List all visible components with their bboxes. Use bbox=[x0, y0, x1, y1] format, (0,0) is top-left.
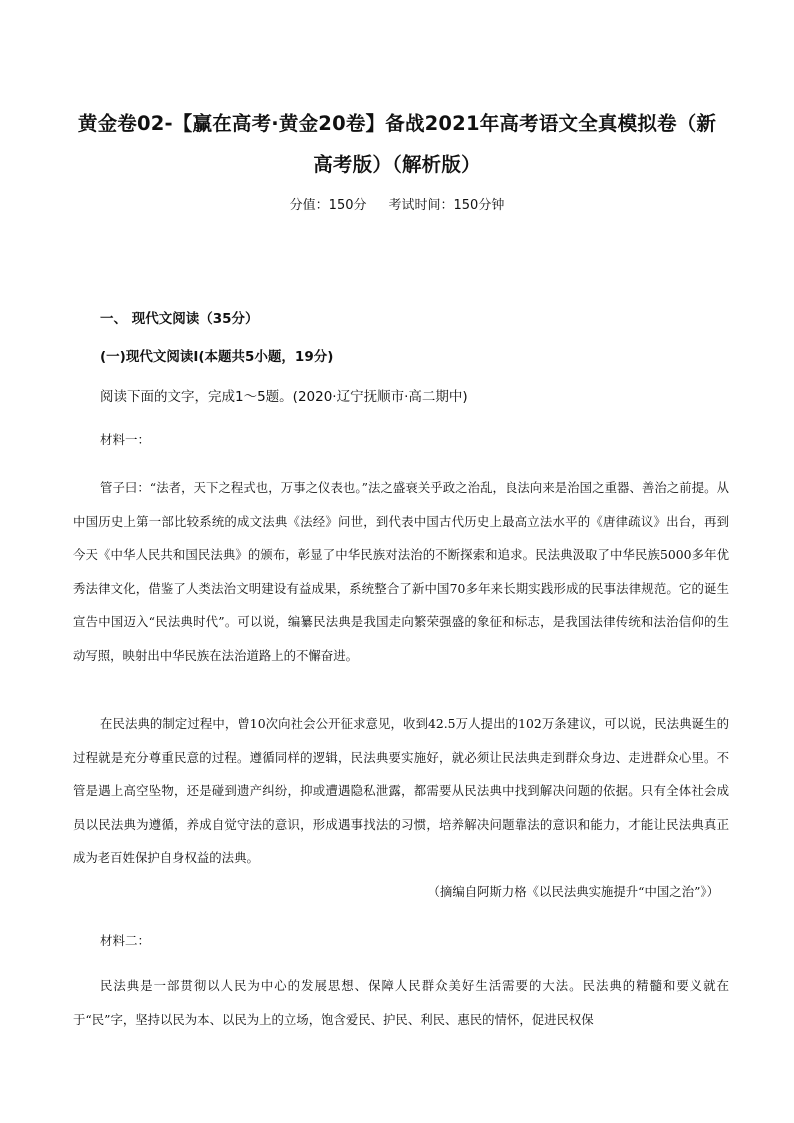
document-title-line-1: 黄金卷02-【赢在高考·黄金20卷】备战2021年高考语文全真模拟卷（新 bbox=[77, 112, 717, 135]
section-heading: 一、 现代文阅读（35分） bbox=[100, 311, 259, 327]
material-one-source: （摘编自阿斯力格《以民法典实施提升“中国之治”》） bbox=[427, 884, 719, 899]
material-two-paragraph-1: 民法典是一部贯彻以人民为中心的发展思想、保障人民群众美好生活需要的大法。民法典的精髓和要义就在于“民”字，坚持以民为本、以民为上的立场，饱含爱民、护民、利民、惠民的情怀，促进民权保 bbox=[73, 978, 729, 1027]
exam-score: 分值：150分 bbox=[289, 198, 367, 213]
exam-meta bbox=[0, 196, 794, 216]
exam-time: 考试时间：150分钟 bbox=[388, 198, 505, 213]
material-two-label: 材料二： bbox=[100, 933, 151, 948]
material-one-paragraph-1: 管子曰：“法者，天下之程式也，万事之仪表也。”法之盛衰关乎政之治乱，良法向来是治国之重器、善治之前提。从中国历史上第一部比较系统的成文法典《法经》问世，到代表中国古代历史上最高立法水平的《唐律疏议》出台，再到今天《中华人民共和国民法典》的颁布，彰显了中华民族对法治的不断探索和追求。民法典汲取了中华民族5000多年优秀法律文化，借鉴了人类法治文明建设有益成果，系统整合了新中国70多年来长期实践形成的民事法律规范。它的诞生宣告中国迈入“民法典时代”。可以说，编纂民法典是我国走向繁荣强盛的象征和标志，是我国法律传统和法治信仰的生动写照，映射出中华民族在法治道路上的不懈奋进。 bbox=[73, 480, 729, 663]
subsection-heading: (一)现代文阅读Ⅰ(本题共5小题，19分) bbox=[100, 349, 334, 365]
document-title bbox=[62, 103, 732, 185]
material-one-paragraph-2: 在民法典的制定过程中，曾10次向社会公开征求意见，收到42.5万人提出的102万条建议，可以说，民法典诞生的过程就是充分尊重民意的过程。遵循同样的逻辑，民法典要实施好，就必须让民法典走到群众身边、走进群众心里。不管是遇上高空坠物，还是碰到遗产纠纷，抑或遭遇隐私泄露，都需要从民法典中找到解决问题的依据。只有全体社会成员以民法典为遵循，养成自觉守法的意识，形成遇事找法的习惯，培养解决问题靠法的意识和能力，才能让民法典真正成为老百姓保护自身权益的法典。 bbox=[73, 716, 729, 865]
reading-instruction: 阅读下面的文字，完成1～5题。(2020·辽宁抚顺市·高二期中) bbox=[100, 389, 468, 405]
material-one-label: 材料一： bbox=[100, 432, 151, 447]
document-title-line-2: 高考版）（解析版） bbox=[313, 153, 481, 176]
